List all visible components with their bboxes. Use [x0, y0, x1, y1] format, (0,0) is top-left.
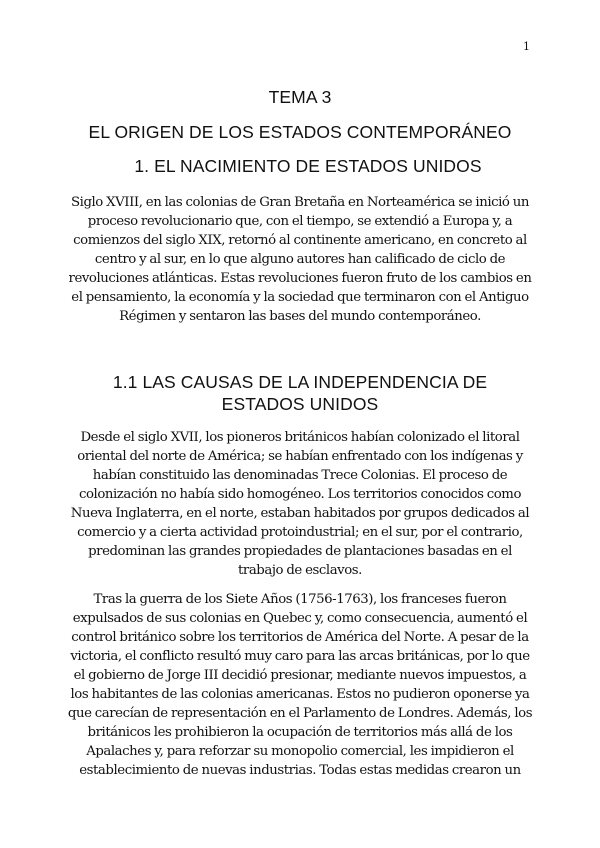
text-line: Tras la guerra de los Siete Años (1756-1763), los franceses fueron [93, 592, 507, 607]
section-heading-line: 1.1 LAS CAUSAS DE LA INDEPENDENCIA DE [112, 372, 488, 392]
text-line: oriental del norte de América; se habían enfrentado con los indígenas y [77, 449, 523, 464]
text-line: que carecían de representación en el Parlamento de Londres. Además, los [67, 706, 533, 721]
text-line: Nueva Inglaterra, en el norte, estaban habitados por grupos dedicados al [70, 506, 530, 521]
text-line: los habitantes de las colonias americanas. Estos no pudieron oponerse ya [70, 687, 530, 702]
text-line: predominan las grandes propiedades de plantaciones basadas en el [88, 544, 512, 559]
text-line: trabajo de esclavos. [238, 563, 362, 578]
section-heading-line: ESTADOS UNIDOS [221, 394, 379, 414]
text-line: victoria, el conflicto resultó muy caro para las arcas británicas, por lo que [70, 649, 530, 664]
text-line: comienzos del siglo XIX, retornó al continente americano, en concreto al [73, 233, 527, 248]
text-line: establecimiento de nuevas industrias. Todas estas medidas crearon un [79, 763, 521, 778]
section-heading-1: 1. EL NACIMIENTO DE ESTADOS UNIDOS [134, 156, 482, 176]
topic-heading: TEMA 3 [268, 87, 332, 107]
causes-paragraph-2 [60, 590, 540, 780]
text-line: habían constituido las denominadas Trece Colonias. El proceso de [92, 468, 508, 483]
text-line: expulsados de sus colonias en Quebec y, como consecuencia, aumentó el [72, 611, 528, 626]
text-line: comercio y a cierta actividad protoindustrial; en el sur, por el contrario, [77, 525, 523, 540]
intro-paragraph [60, 193, 540, 326]
text-line: Apalaches y, para reforzar su monopolio comercial, les impidieron el [86, 744, 514, 759]
section-heading-1-1 [0, 371, 600, 415]
text-line: Desde el siglo XVII, los pioneros británicos habían colonizado el litoral [80, 430, 520, 445]
text-line: Siglo XVIII, en las colonias de Gran Bretaña en Norteamérica se inició un [70, 195, 529, 210]
document-title: EL ORIGEN DE LOS ESTADOS CONTEMPORÁNEO [88, 122, 512, 142]
text-line: el gobierno de Jorge III decidió presionar, mediante nuevos impuestos, a [73, 668, 527, 683]
text-line: Régimen y sentaron las bases del mundo contemporáneo. [119, 309, 481, 324]
text-line: el pensamiento, la economía y la sociedad que terminaron con el Antiguo [71, 290, 529, 305]
text-line: revoluciones atlánticas. Estas revoluciones fueron fruto de los cambios en [68, 271, 532, 286]
text-line: colonización no había sido homogéneo. Los territorios conocidos como [78, 487, 522, 502]
text-line: centro y al sur, en lo que alguno autores han calificado de ciclo de [94, 252, 506, 267]
text-line: británicos les prohibieron la ocupación de territorios más allá de los [87, 725, 513, 740]
text-line: proceso revolucionario que, con el tiempo, se extendió a Europa y, a [87, 214, 513, 229]
causes-paragraph-1 [60, 428, 540, 580]
text-line: control británico sobre los territorios de América del Norte. A pesar de la [71, 630, 529, 645]
page-number: 1 [523, 40, 530, 53]
